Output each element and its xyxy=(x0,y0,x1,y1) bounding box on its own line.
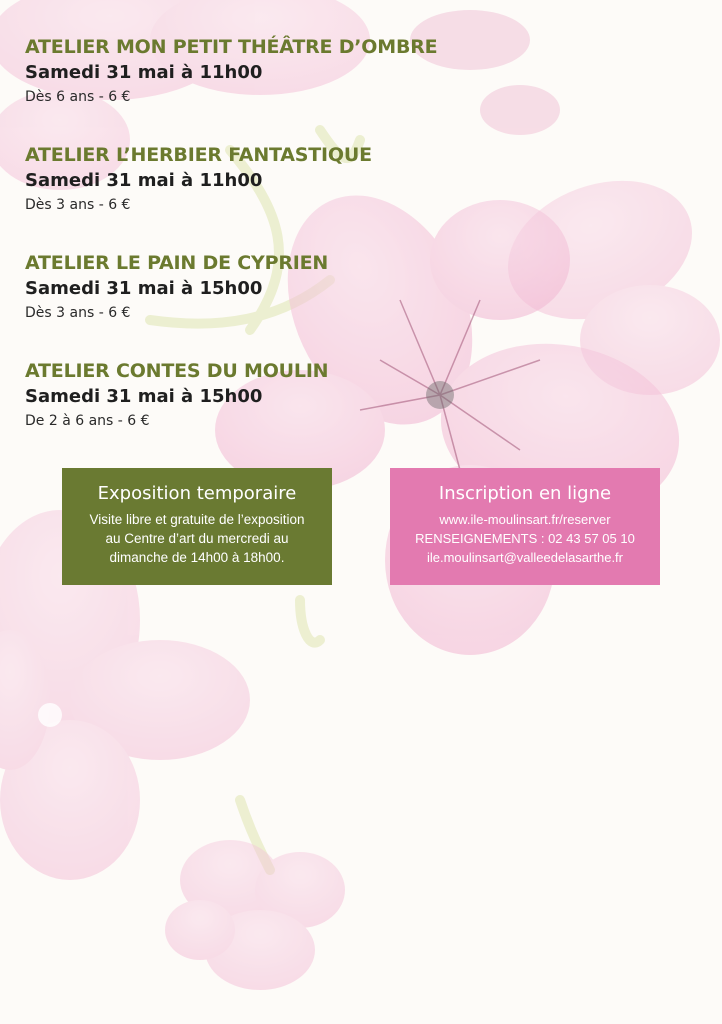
atelier-date: Samedi 31 mai à 11h00 xyxy=(25,62,263,83)
exposition-box xyxy=(62,468,332,585)
inscription-title: Inscription en ligne xyxy=(438,483,612,504)
atelier-pain-de-cyprien xyxy=(25,251,545,323)
atelier-title: ATELIER LE PAIN DE CYPRIEN xyxy=(25,252,329,274)
inscription-phone: RENSEIGNEMENTS : 02 43 57 05 10 xyxy=(415,531,635,546)
atelier-age-price: Dès 3 ans - 6 € xyxy=(25,197,131,213)
atelier-date: Samedi 31 mai à 11h00 xyxy=(25,170,263,191)
atelier-age-price: De 2 à 6 ans - 6 € xyxy=(25,413,150,429)
atelier-title: ATELIER MON PETIT THÉÂTRE D’OMBRE xyxy=(25,36,438,58)
exposition-text-line: Visite libre et gratuite de l’exposition xyxy=(89,512,305,527)
inscription-website-link[interactable]: www.ile-moulinsart.fr/reserver xyxy=(439,512,611,527)
atelier-herbier-fantastique xyxy=(25,143,545,215)
exposition-title: Exposition temporaire xyxy=(97,483,297,504)
inscription-box xyxy=(390,468,660,585)
exposition-text-line: au Centre d’art du mercredi au xyxy=(105,531,289,546)
atelier-title: ATELIER CONTES DU MOULIN xyxy=(25,360,329,382)
atelier-age-price: Dès 6 ans - 6 € xyxy=(25,89,131,105)
atelier-age-price: Dès 3 ans - 6 € xyxy=(25,305,131,321)
exposition-text-line: dimanche de 14h00 à 18h00. xyxy=(109,550,285,565)
atelier-theatre-ombre xyxy=(25,35,545,107)
atelier-date: Samedi 31 mai à 15h00 xyxy=(25,278,263,299)
atelier-date: Samedi 31 mai à 15h00 xyxy=(25,386,263,407)
atelier-title: ATELIER L’HERBIER FANTASTIQUE xyxy=(25,144,372,166)
inscription-email-link[interactable]: ile.moulinsart@valleedelasarthe.fr xyxy=(426,550,623,565)
atelier-contes-du-moulin xyxy=(25,359,545,431)
